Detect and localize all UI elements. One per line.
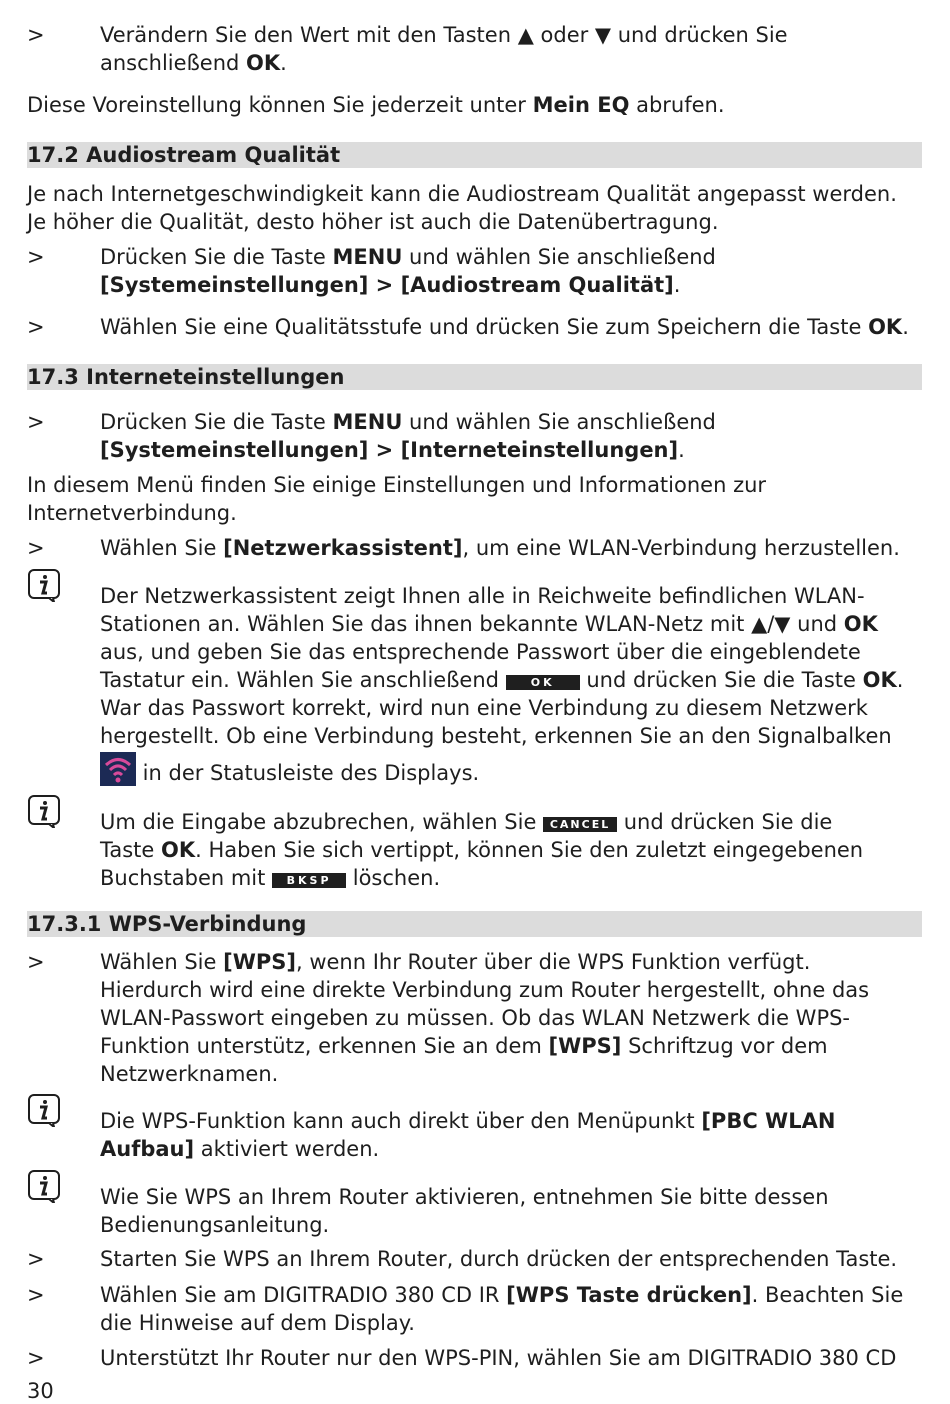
page-number: 30 [27, 1379, 54, 1403]
info-note-cancel: Um die Eingabe abzubrechen, wählen Sie CANCEL und drücken Sie die Taste OK. Haben Sie sich vertippt, können Sie den zuletzt eingegebenen Buchstaben mit BKSP löschen. [27, 794, 922, 894]
instruction-menu-internet: > Drücken Sie die Taste MENU und wählen Sie anschließend [Systemeinstellungen] > [Interneteinstellungen]. [27, 410, 716, 462]
paragraph-mein-eq: Diese Voreinstellung können Sie jederzeit unter Mein EQ abrufen. [27, 93, 725, 117]
bullet-marker: > [27, 1247, 45, 1271]
bksp-button-image: BKSP [272, 873, 346, 888]
section-heading-audiostream: 17.2 Audiostream Qualität [27, 142, 922, 168]
text: Verändern Sie den Wert mit den Tasten ▲ oder ▼ und drücken Sie [100, 23, 788, 47]
info-note-network-assistant: Der Netzwerkassistent zeigt Ihnen alle in Reichweite befindlichen WLAN- Stationen an. Wählen Sie das ihnen bekannte WLAN-Netz mit ▲/▼ und OK aus, und geben Sie das entsprechende Passwort über die eingeblendete Tastatur ein. Wählen Sie anschließend OK und drücken Sie die Taste OK. War das Passwort korrekt, wird nun eine Verbindung zu diesem Netzwerk hergestellt. Ob eine Verbindung besteht, erkennen Sie an den Signalbalken in der Statusleiste des Displays. [27, 568, 922, 788]
info-icon [27, 568, 61, 602]
bullet-marker: > [27, 245, 45, 269]
bullet-marker: > [27, 536, 45, 560]
bullet-marker: > [27, 23, 45, 47]
section-heading-wps: 17.3.1 WPS-Verbindung [27, 911, 922, 937]
info-icon [27, 1169, 61, 1203]
instruction-wps-button: > Wählen Sie am DIGITRADIO 380 CD IR [WPS Taste drücken]. Beachten Sie die Hinweise auf dem Display. [27, 1283, 904, 1335]
instruction-wps-pin: > Unterstützt Ihr Router nur den WPS-PIN, wählen Sie am DIGITRADIO 380 CD [27, 1346, 897, 1370]
bullet-marker: > [27, 315, 45, 339]
paragraph-internet: In diesem Menü finden Sie einige Einstellungen und Informationen zur Internetverbindung. [27, 473, 767, 525]
instruction-start-wps: > Starten Sie WPS an Ihrem Router, durch drücken der entsprechenden Taste. [27, 1247, 898, 1271]
instruction-select-wps: > Wählen Sie [WPS], wenn Ihr Router über die WPS Funktion verfügt. Hierdurch wird eine direkte Verbindung zum Router hergestellt, ohne das WLAN-Passwort eingeben zu müssen. Ob das WLAN Netzwerk die WPS- Funktion unterstütz, erkennen Sie an dem [WPS] Schriftzug vor dem Netzwerknamen. [27, 950, 870, 1086]
instruction-select-quality: > Wählen Sie eine Qualitätsstufe und drücken Sie zum Speichern die Taste OK. [27, 315, 909, 339]
instruction-network-assistant: > Wählen Sie [Netzwerkassistent], um eine WLAN-Verbindung herzustellen. [27, 536, 900, 560]
info-icon [27, 794, 61, 828]
info-note-pbc: Die WPS-Funktion kann auch direkt über den Menüpunkt [PBC WLAN Aufbau] aktiviert werden. [27, 1093, 922, 1163]
paragraph-audiostream: Je nach Internetgeschwindigkeit kann die Audiostream Qualität angepasst werden. Je höher die Qualität, desto höher ist auch die Datenübertragung. [27, 182, 897, 234]
cancel-button-image: CANCEL [543, 817, 617, 832]
wifi-signal-icon [100, 752, 136, 786]
bullet-marker: > [27, 1283, 45, 1307]
instruction-change-value: > Verändern Sie den Wert mit den Tasten ▲ oder ▼ und drücken Sie anschließend OK. [27, 23, 788, 75]
ok-button-image: OK [506, 675, 580, 690]
bullet-marker: > [27, 950, 45, 974]
bullet-marker: > [27, 410, 45, 434]
section-heading-internet: 17.3 Interneteinstellungen [27, 364, 922, 390]
instruction-menu-audiostream: > Drücken Sie die Taste MENU und wählen Sie anschließend [Systemeinstellungen] > [Audiostream Qualität]. [27, 245, 716, 297]
bullet-marker: > [27, 1346, 45, 1370]
info-note-router-manual: Wie Sie WPS an Ihrem Router aktivieren, entnehmen Sie bitte dessen Bedienungsanleitung. [27, 1169, 922, 1239]
info-icon [27, 1093, 61, 1127]
